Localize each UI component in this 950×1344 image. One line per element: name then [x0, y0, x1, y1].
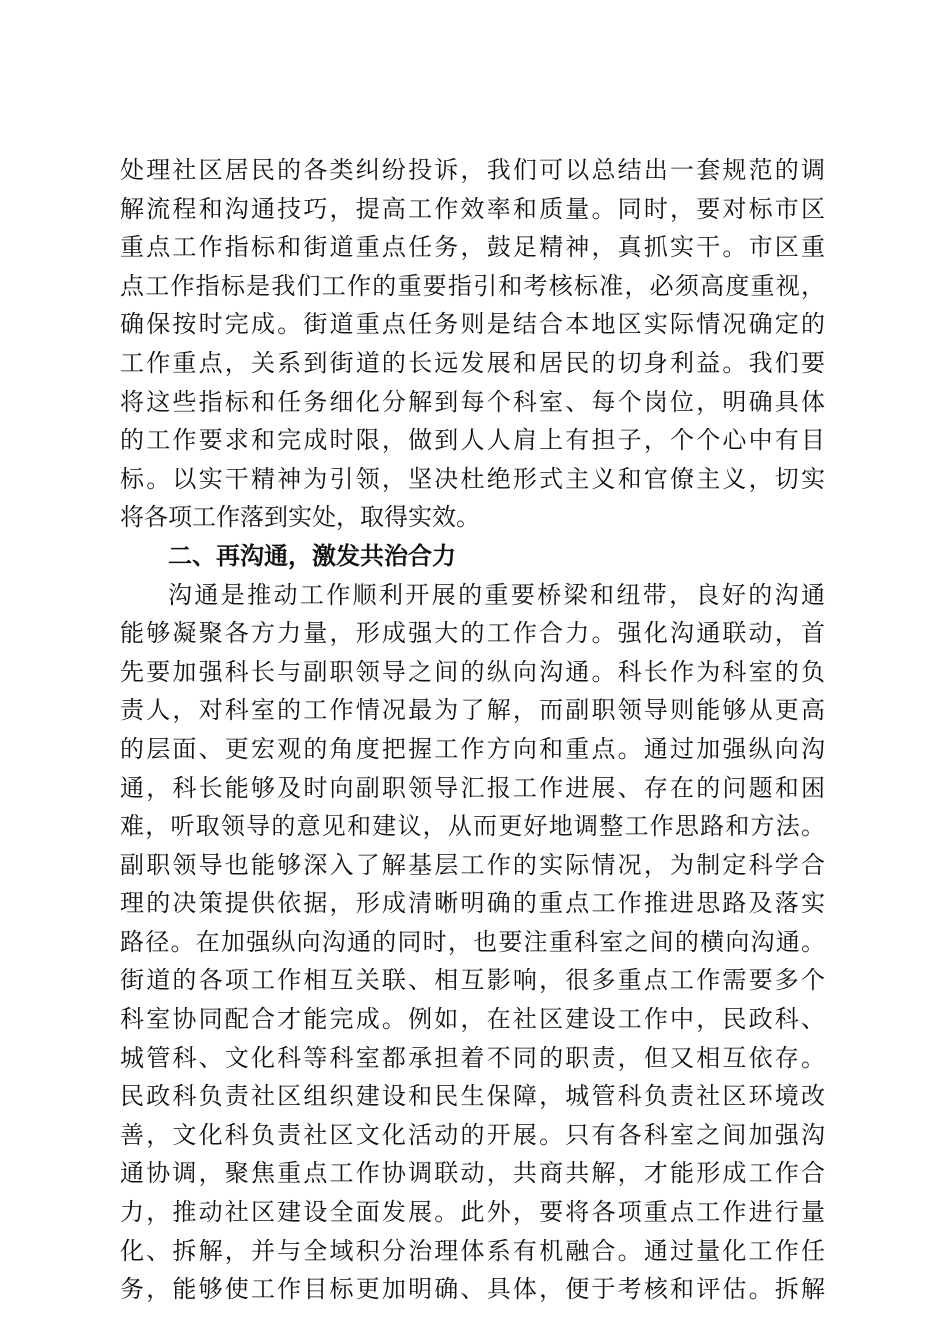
paragraph-line: 副职领导也能够深入了解基层工作的实际情况，为制定科学合	[120, 850, 825, 879]
paragraph-line: 先要加强科长与副职领导之间的纵向沟通。科长作为科室的负	[120, 657, 825, 686]
document-body	[120, 151, 825, 1309]
paragraph-line: 将各项工作落到实处，取得实效。	[120, 503, 480, 532]
paragraph-line: 城管科、文化科等科室都承担着不同的职责，但又相互依存。	[120, 1043, 825, 1072]
paragraph-line: 确保按时完成。街道重点任务则是结合本地区实际情况确定的	[120, 310, 825, 339]
section-heading: 二、再沟通，激发共治合力	[168, 541, 456, 570]
paragraph-line: 能够凝聚各方力量，形成强大的工作合力。强化沟通联动，首	[120, 619, 825, 648]
paragraph-line: 理的决策提供依据，形成清晰明确的重点工作推进思路及落实	[120, 889, 825, 918]
paragraph-line: 化、拆解，并与全域积分治理体系有机融合。通过量化工作任	[120, 1236, 825, 1265]
paragraph-line: 务，能够使工作目标更加明确、具体，便于考核和评估。拆解	[120, 1275, 825, 1304]
paragraph-line: 责人，对科室的工作情况最为了解，而副职领导则能够从更高	[120, 696, 825, 725]
paragraph-line: 难，听取领导的意见和建议，从而更好地调整工作思路和方法。	[120, 812, 825, 841]
paragraph-line: 沟通是推动工作顺利开展的重要桥梁和纽带，良好的沟通	[168, 580, 825, 609]
paragraph-line: 的层面、更宏观的角度把握工作方向和重点。通过加强纵向沟	[120, 734, 825, 763]
paragraph-line: 解流程和沟通技巧，提高工作效率和质量。同时，要对标市区	[120, 194, 825, 223]
paragraph-line: 通协调，聚焦重点工作协调联动，共商共解，才能形成工作合	[120, 1159, 825, 1188]
paragraph-line: 处理社区居民的各类纠纷投诉，我们可以总结出一套规范的调	[120, 156, 825, 184]
paragraph-line: 通，科长能够及时向副职领导汇报工作进展、存在的问题和困	[120, 773, 825, 802]
paragraph-line: 科室协同配合才能完成。例如，在社区建设工作中，民政科、	[120, 1005, 825, 1034]
paragraph-line: 工作重点，关系到街道的长远发展和居民的切身利益。我们要	[120, 348, 825, 377]
paragraph-line: 民政科负责社区组织建设和民生保障，城管科负责社区环境改	[120, 1082, 825, 1111]
paragraph-line: 的工作要求和完成时限，做到人人肩上有担子，个个心中有目	[120, 426, 825, 455]
paragraph-line: 将这些指标和任务细化分解到每个科室、每个岗位，明确具体	[120, 387, 825, 416]
paragraph-line: 重点工作指标和街道重点任务，鼓足精神，真抓实干。市区重	[120, 233, 825, 262]
paragraph-line: 点工作指标是我们工作的重要指引和考核标准，必须高度重视，	[120, 271, 825, 300]
paragraph-line: 力，推动社区建设全面发展。此外，要将各项重点工作进行量	[120, 1198, 825, 1227]
paragraph-line: 善，文化科负责社区文化活动的开展。只有各科室之间加强沟	[120, 1120, 825, 1149]
paragraph-line: 路径。在加强纵向沟通的同时，也要注重科室之间的横向沟通。	[120, 927, 825, 956]
paragraph-line: 街道的各项工作相互关联、相互影响，很多重点工作需要多个	[120, 966, 825, 995]
paragraph-line: 标。以实干精神为引领，坚决杜绝形式主义和官僚主义，切实	[120, 464, 825, 493]
